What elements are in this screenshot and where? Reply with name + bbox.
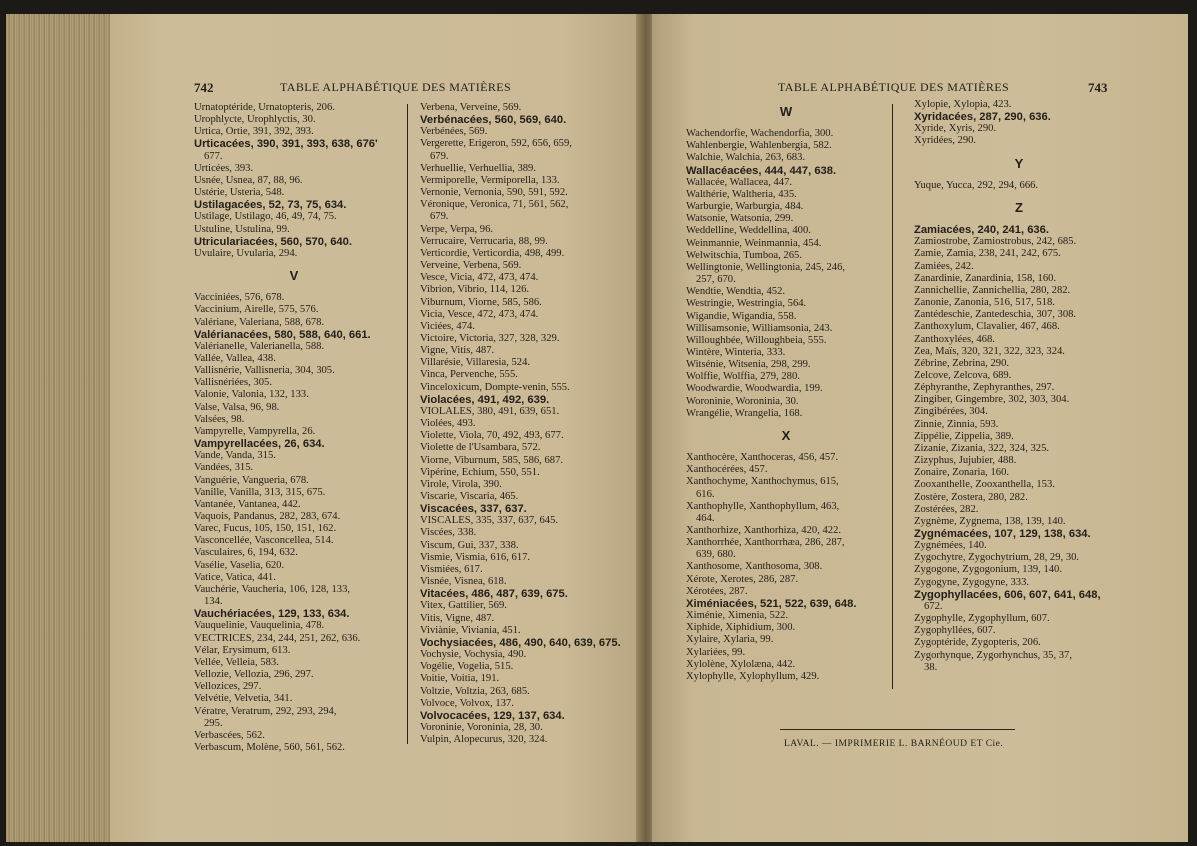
index-entry: Vergerette, Erigeron, 592, 656, 659,: [420, 138, 572, 150]
index-entry: Zostère, Zostera, 280, 282.: [914, 491, 1028, 503]
index-entry: Vallée, Vallea, 438.: [194, 352, 276, 364]
index-entry: Zamie, Zamia, 238, 241, 242, 675.: [914, 248, 1061, 260]
index-entry: Vellozie, Vellozia, 296, 297.: [194, 669, 314, 681]
index-entry: Victoire, Victoria, 327, 328, 329.: [420, 332, 560, 344]
index-entry: Vismie, Vismia, 616, 617.: [420, 551, 531, 563]
index-entry: Wigandie, Wigandia, 558.: [686, 310, 797, 322]
column-rule-left: [407, 104, 408, 744]
running-head-left: TABLE ALPHABÉTIQUE DES MATIÈRES: [280, 80, 512, 94]
index-entry: Xanthocère, Xanthoceras, 456, 457.: [686, 452, 839, 464]
index-entry: Willoughbée, Willoughbeia, 555.: [686, 334, 827, 346]
index-entry: Urophlycte, Urophlyctis, 30.: [194, 114, 316, 126]
index-entry: Vauchérie, Vaucheria, 106, 128, 133,: [194, 583, 351, 595]
index-entry: Vigne, Vitis, 487.: [420, 345, 495, 357]
index-entry: Wolffie, Wolffia, 279, 280.: [686, 371, 800, 383]
index-entry: Zanthoxylum, Clavalier, 467, 468.: [914, 321, 1060, 333]
left-page: [110, 14, 640, 842]
index-column-right-1: [686, 96, 886, 683]
index-entry: Violées, 493.: [420, 418, 476, 430]
index-entry: Valérianelle, Valerianella, 588.: [194, 340, 325, 352]
index-column-left-2: [420, 102, 630, 746]
index-entry: Vande, Vanda, 315.: [194, 450, 276, 462]
index-entry: Verticordie, Verticordia, 498, 499.: [420, 247, 565, 259]
index-entry: Welwitschia, Tumboa, 265.: [686, 249, 802, 261]
imprint: LAVAL. — IMPRIMERIE L. BARNÉOUD ET Cie.: [784, 739, 1004, 749]
index-entry: Valsées, 98.: [194, 413, 245, 425]
index-entry: Zéphyranthe, Zephyranthes, 297.: [914, 382, 1055, 394]
index-entry: Walthérie, Waltheria, 435.: [686, 188, 797, 200]
index-entry: Virole, Virola, 390.: [420, 478, 502, 490]
index-entry: Utriculariacées, 560, 570, 640.: [194, 235, 352, 248]
index-entry: VISCALES, 335, 337, 637, 645.: [420, 515, 559, 527]
index-entry: Viorne, Viburnum, 585, 586, 687.: [420, 454, 564, 466]
index-entry: Verbénacées, 560, 569, 640.: [420, 114, 567, 127]
index-entry: Xanthophylle, Xanthophyllum, 463,: [686, 500, 840, 512]
index-entry: Warburgie, Warburgia, 484.: [686, 201, 804, 213]
index-entry: Ximéniacées, 521, 522, 639, 648.: [686, 597, 857, 610]
index-entry: Zygogone, Zygogonium, 139, 140.: [914, 564, 1063, 576]
index-entry: Voltzie, Voltzia, 263, 685.: [420, 685, 530, 697]
index-entry: Vipérine, Echium, 550, 551.: [420, 466, 540, 478]
index-entry: Xyridées, 290.: [914, 135, 977, 147]
index-entry: Vinceloxicum, Dompte-venin, 555.: [420, 381, 570, 393]
page-number-right: 743: [1088, 80, 1108, 95]
index-entry-continuation: 677.: [204, 150, 223, 162]
index-entry: Wahlenbergie, Wahlenbergia, 582.: [686, 140, 832, 152]
index-entry: Zygorhynque, Zygorhynchus, 35, 37,: [914, 649, 1073, 661]
index-entry: Vogélie, Vogelia, 515.: [420, 661, 514, 673]
index-entry: Zamiacées, 240, 241, 636.: [914, 224, 1049, 237]
imprint-rule: [780, 729, 1015, 730]
index-entry: Viviànie, Viviania, 451.: [420, 624, 521, 636]
index-entry: Vitacées, 486, 487, 639, 675.: [420, 588, 568, 601]
index-entry: Zygogyne, Zygogyne, 333.: [914, 576, 1030, 588]
index-entry: Volvocacées, 129, 137, 634.: [420, 709, 565, 722]
index-entry-continuation: 679.: [430, 211, 449, 223]
index-entry: VECTRICES, 234, 244, 251, 262, 636.: [194, 632, 361, 644]
index-entry: Zizyphus, Jujubier, 488.: [914, 455, 1017, 467]
index-entry: Zostérées, 282.: [914, 503, 979, 515]
index-entry: Uvulaire, Uvularia, 294.: [194, 247, 298, 259]
index-entry: Véronique, Veronica, 71, 561, 562,: [420, 199, 569, 211]
letter-heading: V: [289, 268, 299, 284]
index-entry: Wallacéacées, 444, 447, 638.: [686, 164, 837, 177]
index-entry-continuation: 295.: [204, 717, 223, 729]
index-entry: Vibrion, Vibrio, 114, 126.: [420, 284, 530, 296]
index-entry: Vaquois, Pandanus, 282, 283, 674.: [194, 511, 341, 522]
index-entry: Xyride, Xyris, 290.: [914, 123, 997, 135]
index-entry: Ustilage, Ustilago, 46, 49, 74, 75.: [194, 211, 337, 223]
index-entry: Zygoptéride, Zygopteris, 206.: [914, 637, 1041, 649]
page-edges: [6, 14, 118, 842]
letter-heading: W: [779, 104, 793, 119]
index-entry: Verbena, Verveine, 569.: [420, 102, 522, 113]
index-entry: Zea, Maïs, 320, 321, 322, 323, 324.: [914, 345, 1065, 357]
index-entry: Zantédeschie, Zantedeschia, 307, 308.: [914, 309, 1077, 321]
index-entry: Visnée, Visnea, 618.: [420, 576, 507, 588]
index-entry: Verpe, Verpa, 96.: [420, 223, 494, 235]
index-entry-continuation: 679.: [430, 150, 449, 162]
index-entry: Zygnème, Zygnema, 138, 139, 140.: [914, 515, 1066, 527]
index-entry: Usnée, Usnea, 87, 88, 96.: [194, 174, 303, 186]
index-entry: Verhuellie, Verhuellia, 389.: [420, 162, 537, 174]
index-entry: Wellingtonie, Wellingtonia, 245, 246,: [686, 261, 846, 273]
index-entry: Vinca, Pervenche, 555.: [420, 369, 518, 381]
index-entry: Zanthoxylées, 468.: [914, 333, 995, 345]
index-entry: Zygophyllées, 607.: [914, 625, 996, 637]
index-entry: Xylolène, Xylolæna, 442.: [686, 658, 796, 670]
index-entry: Wrangélie, Wrangelia, 168.: [686, 407, 803, 419]
index-entry-continuation: 672.: [924, 600, 943, 612]
index-entry: Vochysiacées, 486, 490, 640, 639, 675.: [420, 636, 621, 649]
index-entry-continuation: 257, 670.: [696, 274, 736, 286]
index-entry: Verrucaire, Verrucaria, 88, 99.: [420, 235, 548, 247]
index-entry-continuation: 38.: [924, 661, 938, 673]
index-entry: Zébrine, Zebrina, 290.: [914, 357, 1010, 369]
index-entry: Xylophylle, Xylophyllum, 429.: [686, 670, 820, 682]
index-entry: Zooxanthelle, Zooxanthella, 153.: [914, 479, 1055, 491]
index-entry: Vitis, Vigne, 487.: [420, 612, 495, 624]
index-entry: Urtica, Ortie, 391, 392, 393.: [194, 126, 314, 138]
index-entry: Vaccinium, Airelle, 575, 576.: [194, 304, 319, 316]
index-entry: Vélar, Erysimum, 613.: [194, 644, 291, 656]
index-entry: Vanille, Vanilla, 313, 315, 675.: [194, 486, 326, 498]
index-entry: Witsénie, Witsenia, 298, 299.: [686, 359, 811, 371]
index-entry: Verbénées, 569.: [420, 126, 488, 138]
index-entry: Zygnémacées, 107, 129, 138, 634.: [914, 528, 1091, 540]
right-page: [652, 14, 1188, 842]
index-entry: Weinmannie, Weinmannia, 454.: [686, 237, 822, 249]
index-entry: Weddelline, Weddellina, 400.: [686, 225, 811, 237]
index-entry: Valérianacées, 580, 588, 640, 661.: [194, 328, 371, 341]
index-entry: Violette de l'Usambara, 572.: [420, 442, 541, 454]
index-entry: Xyridacées, 287, 290, 636.: [914, 111, 1051, 124]
index-entry: Vampyrelle, Vampyrella, 26.: [194, 425, 316, 437]
index-entry: Wallacée, Wallacea, 447.: [686, 176, 793, 188]
index-entry: Viscarie, Viscaria, 465.: [420, 491, 519, 502]
index-entry: Urticacées, 390, 391, 393, 638, 676': [194, 138, 378, 151]
index-entry: Vallisnérie, Vallisneria, 304, 305.: [194, 365, 335, 377]
index-entry: Velvétie, Velvetia, 341.: [194, 693, 293, 705]
index-entry-continuation: 639, 680.: [696, 549, 736, 561]
index-entry: Vernonie, Vernonia, 590, 591, 592.: [420, 187, 568, 199]
index-entry: Zanonie, Zanonia, 516, 517, 518.: [914, 297, 1055, 309]
index-entry: Verbascum, Molène, 560, 561, 562.: [194, 741, 345, 753]
index-entry: Urnatoptéride, Urnatopteris, 206.: [194, 102, 335, 113]
index-entry: Varec, Fucus, 105, 150, 151, 162.: [194, 523, 337, 535]
index-entry: Zygophylle, Zygophyllum, 607.: [914, 613, 1050, 625]
index-entry: Zamiostrobe, Zamiostrobus, 242, 685.: [914, 236, 1077, 248]
index-entry: Vulpin, Alopecurus, 320, 324.: [420, 734, 548, 746]
index-entry: Verbascées, 562.: [194, 729, 265, 741]
index-entry: Vicia, Vesce, 472, 473, 474.: [420, 308, 539, 320]
index-entry: Woodwardie, Woodwardia, 199.: [686, 383, 823, 395]
index-entry: Vacciniées, 576, 678.: [194, 292, 285, 304]
index-entry-continuation: 134.: [204, 596, 223, 608]
index-entry: Volvoce, Volvox, 137.: [420, 697, 514, 709]
index-entry: Xylaire, Xylaria, 99.: [686, 634, 774, 646]
index-entry: Viscum, Gui, 337, 338.: [420, 539, 519, 551]
index-entry: Westringie, Westringia, 564.: [686, 298, 807, 310]
index-entry: Vampyrellacées, 26, 634.: [194, 438, 325, 451]
index-entry: Violacées, 491, 492, 639.: [420, 393, 550, 406]
index-entry: Vismiées, 617.: [420, 563, 483, 575]
index-entry: Xylariées, 99.: [686, 646, 746, 658]
column-rule-right: [892, 104, 893, 689]
index-entry: Zizanie, Zizania, 322, 324, 325.: [914, 442, 1050, 454]
index-entry: Vallisnériées, 305.: [194, 377, 272, 389]
index-entry: Zinnie, Zinnia, 593.: [914, 418, 999, 430]
index-entry: Ximénie, Ximenia, 522.: [686, 610, 789, 622]
index-entry: Zingibérées, 304.: [914, 406, 988, 418]
index-entry: Walchie, Walchia, 263, 683.: [686, 152, 806, 164]
index-entry: Xérotées, 287.: [686, 585, 748, 597]
index-entry: Vauchériacées, 129, 133, 634.: [194, 608, 350, 621]
index-entry: Yuque, Yucca, 292, 294, 666.: [914, 179, 1039, 191]
index-entry: Villarésie, Villaresia, 524.: [420, 357, 531, 369]
index-entry: Viburnum, Viorne, 585, 586.: [420, 296, 542, 308]
index-entry: Viscées, 338.: [420, 527, 477, 539]
index-entry: Vantanée, Vantanea, 442.: [194, 498, 301, 510]
index-entry: Zannichellie, Zannichellia, 280, 282.: [914, 284, 1071, 296]
index-entry: Vasconcellée, Vasconcellea, 514.: [194, 535, 334, 547]
index-entry-continuation: 616.: [696, 488, 715, 500]
index-entry: Viciées, 474.: [420, 320, 475, 332]
index-entry: Vandées, 315.: [194, 462, 254, 474]
index-entry: Wachendorfie, Wachendorfia, 300.: [686, 128, 834, 140]
index-entry: Valse, Valsa, 96, 98.: [194, 401, 280, 413]
index-entry: Ustérie, Usteria, 548.: [194, 187, 285, 199]
index-entry: Urticées, 393.: [194, 162, 254, 174]
index-entry: Viscacées, 337, 637.: [420, 503, 527, 516]
index-entry: Xanthorhize, Xanthorhiza, 420, 422.: [686, 525, 842, 536]
index-entry: Vasélie, Vaselia, 620.: [194, 559, 285, 571]
letter-heading: Y: [1014, 155, 1024, 171]
index-entry: Vauquelinie, Vauquelinia, 478.: [194, 620, 325, 632]
index-entry: Xérote, Xerotes, 286, 287.: [686, 573, 799, 585]
letter-heading: Z: [1015, 199, 1023, 215]
index-entry: Ustuline, Ustulina, 99.: [194, 223, 290, 235]
running-head-right: TABLE ALPHABÉTIQUE DES MATIÈRES: [778, 80, 1010, 94]
index-entry: Zygophyllacées, 606, 607, 641, 648,: [914, 588, 1101, 601]
index-entry: Xanthosome, Xanthosoma, 308.: [686, 561, 823, 573]
index-entry: Xanthocérées, 457.: [686, 464, 768, 476]
index-entry: Vermiporelle, Vermiporella, 133.: [420, 174, 560, 186]
page-number-left: 742: [194, 80, 214, 95]
index-entry: Xiphide, Xiphidium, 300.: [686, 622, 796, 634]
index-entry: Ustilagacées, 52, 73, 75, 634.: [194, 199, 347, 212]
index-entry: Valériane, Valeriana, 588, 678.: [194, 316, 325, 328]
index-column-right-2: [914, 99, 1124, 674]
index-entry: Willisamsonie, Williamsonia, 243.: [686, 322, 833, 334]
index-entry: Voitie, Voitia, 191.: [420, 673, 500, 685]
index-entry: Zelcove, Zelcova, 689.: [914, 369, 1012, 381]
index-entry: Valonie, Valonia, 132, 133.: [194, 389, 309, 401]
index-entry: Zygnémées, 140.: [914, 540, 987, 552]
index-entry: Xylopie, Xylopia, 423.: [914, 99, 1012, 110]
index-entry: Woroninie, Woroninia, 30.: [686, 395, 799, 407]
index-entry: Watsonie, Watsonia, 299.: [686, 213, 794, 225]
index-entry: Wintère, Winteria, 333.: [686, 346, 786, 358]
index-entry: Vanguérie, Vangueria, 678.: [194, 474, 309, 486]
index-entry: Xanthorrhée, Xanthorrhæa, 286, 287,: [686, 537, 845, 549]
index-entry: Vellozices, 297.: [194, 681, 262, 693]
index-entry: Voroninie, Voroninia, 28, 30.: [420, 721, 543, 733]
index-entry: Zygochytre, Zygochytrium, 28, 29, 30.: [914, 552, 1080, 564]
index-entry: Violette, Viola, 70, 492, 493, 677.: [420, 430, 564, 442]
index-entry: Xanthochyme, Xanthochymus, 615,: [686, 476, 839, 488]
index-entry: Zippélie, Zippelia, 389.: [914, 430, 1014, 442]
index-entry: Zonaire, Zonaria, 160.: [914, 467, 1010, 479]
index-entry: Vochysie, Vochysia, 490.: [420, 649, 527, 661]
index-entry-continuation: 464.: [696, 512, 715, 524]
index-entry: Wendtie, Wendtia, 452.: [686, 286, 786, 298]
index-entry: Zingiber, Gingembre, 302, 303, 304.: [914, 394, 1070, 406]
index-entry: Vatice, Vatica, 441.: [194, 571, 276, 583]
index-entry: Vasculaires, 6, 194, 632.: [194, 547, 298, 559]
index-entry: VIOLALES, 380, 491, 639, 651.: [420, 405, 560, 417]
letter-heading: X: [781, 427, 791, 443]
index-entry: Vellée, Velleia, 583.: [194, 656, 279, 668]
index-entry: Zanardinie, Zanardinia, 158, 160.: [914, 272, 1057, 284]
index-entry: Verveine, Verbena, 569.: [420, 260, 522, 272]
index-entry: Zamiées, 242.: [914, 260, 974, 272]
index-entry: Vératre, Veratrum, 292, 293, 294,: [194, 705, 337, 717]
index-column-left-1: [194, 102, 394, 754]
index-entry: Vitex, Gattilier, 569.: [420, 600, 507, 612]
index-entry: Vesce, Vicia, 472, 473, 474.: [420, 272, 539, 284]
